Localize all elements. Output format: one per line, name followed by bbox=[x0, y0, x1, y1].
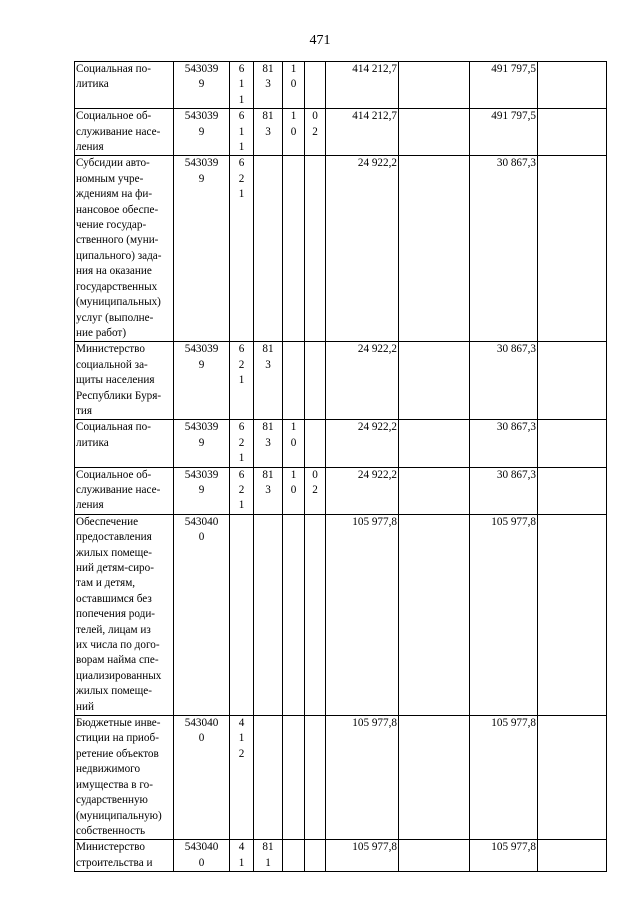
table-row bbox=[75, 467, 607, 514]
cell-empty-2 bbox=[538, 109, 607, 156]
cell-amount-2: 30 867,3 bbox=[470, 342, 538, 420]
cell-amount-1: 24 922,2 bbox=[326, 342, 399, 420]
cell-empty-1 bbox=[399, 467, 470, 514]
cell-section bbox=[283, 514, 305, 715]
cell-expense-type: 4 1 2 bbox=[230, 716, 254, 840]
table-row bbox=[75, 514, 607, 715]
cell-name: Социальная по- литика bbox=[75, 62, 174, 109]
cell-department bbox=[254, 156, 283, 342]
cell-target-code: 543040 0 bbox=[174, 514, 230, 715]
table-row bbox=[75, 420, 607, 467]
cell-amount-2: 30 867,3 bbox=[470, 156, 538, 342]
cell-name: Социальная по- литика bbox=[75, 420, 174, 467]
cell-empty-1 bbox=[399, 109, 470, 156]
cell-section: 1 0 bbox=[283, 109, 305, 156]
cell-section: 1 0 bbox=[283, 420, 305, 467]
cell-name: Социальное об- служивание насе- ления bbox=[75, 109, 174, 156]
cell-target-code: 543039 9 bbox=[174, 420, 230, 467]
cell-department bbox=[254, 514, 283, 715]
cell-expense-type bbox=[230, 514, 254, 715]
cell-expense-type: 6 2 1 bbox=[230, 156, 254, 342]
cell-amount-2: 491 797,5 bbox=[470, 62, 538, 109]
cell-empty-1 bbox=[399, 514, 470, 715]
cell-amount-1: 24 922,2 bbox=[326, 420, 399, 467]
cell-department: 81 3 bbox=[254, 62, 283, 109]
cell-subsection bbox=[305, 420, 326, 467]
cell-amount-2: 30 867,3 bbox=[470, 467, 538, 514]
cell-section bbox=[283, 156, 305, 342]
cell-empty-1 bbox=[399, 342, 470, 420]
cell-amount-2: 105 977,8 bbox=[470, 716, 538, 840]
cell-expense-type: 6 2 1 bbox=[230, 420, 254, 467]
cell-empty-1 bbox=[399, 420, 470, 467]
cell-name: Обеспечение предоставления жилых помеще- ний детям-сиро- там и детям, оставшимся без попечения роди- телей, лицам из их числа по дого- ворам найма спе- циализированных жилых помеще- ний bbox=[75, 514, 174, 715]
cell-section bbox=[283, 342, 305, 420]
cell-amount-1: 24 922,2 bbox=[326, 467, 399, 514]
cell-name: Бюджетные инве- стиции на приоб- ретение объектов недвижимого имущества в го- сударственную (муниципальную) собственность bbox=[75, 716, 174, 840]
cell-department: 81 3 bbox=[254, 420, 283, 467]
table-body bbox=[75, 62, 607, 872]
cell-department bbox=[254, 716, 283, 840]
cell-amount-1: 105 977,8 bbox=[326, 716, 399, 840]
cell-empty-2 bbox=[538, 62, 607, 109]
cell-empty-1 bbox=[399, 840, 470, 872]
cell-amount-2: 105 977,8 bbox=[470, 840, 538, 872]
cell-name: Министерство строительства и bbox=[75, 840, 174, 872]
cell-subsection: 0 2 bbox=[305, 467, 326, 514]
cell-subsection bbox=[305, 840, 326, 872]
page-number: 471 bbox=[309, 33, 331, 48]
cell-section: 1 0 bbox=[283, 62, 305, 109]
cell-subsection bbox=[305, 514, 326, 715]
cell-subsection: 0 2 bbox=[305, 109, 326, 156]
cell-subsection bbox=[305, 342, 326, 420]
cell-empty-2 bbox=[538, 840, 607, 872]
cell-expense-type: 6 2 1 bbox=[230, 467, 254, 514]
cell-empty-2 bbox=[538, 156, 607, 342]
cell-amount-2: 491 797,5 bbox=[470, 109, 538, 156]
cell-subsection bbox=[305, 62, 326, 109]
cell-section: 1 0 bbox=[283, 467, 305, 514]
cell-expense-type: 4 1 bbox=[230, 840, 254, 872]
cell-expense-type: 6 1 1 bbox=[230, 109, 254, 156]
cell-expense-type: 6 2 1 bbox=[230, 342, 254, 420]
cell-department: 81 3 bbox=[254, 109, 283, 156]
cell-amount-1: 414 212,7 bbox=[326, 109, 399, 156]
cell-subsection bbox=[305, 156, 326, 342]
cell-empty-2 bbox=[538, 467, 607, 514]
cell-name: Министерство социальной за- щиты населения Республики Буря- тия bbox=[75, 342, 174, 420]
table-row bbox=[75, 716, 607, 840]
cell-target-code: 543039 9 bbox=[174, 156, 230, 342]
cell-department: 81 1 bbox=[254, 840, 283, 872]
cell-target-code: 543039 9 bbox=[174, 467, 230, 514]
cell-amount-1: 414 212,7 bbox=[326, 62, 399, 109]
cell-empty-1 bbox=[399, 62, 470, 109]
cell-target-code: 543039 9 bbox=[174, 62, 230, 109]
budget-table bbox=[74, 61, 607, 872]
cell-empty-2 bbox=[538, 514, 607, 715]
table-row bbox=[75, 156, 607, 342]
cell-target-code: 543039 9 bbox=[174, 109, 230, 156]
cell-section bbox=[283, 716, 305, 840]
cell-amount-2: 105 977,8 bbox=[470, 514, 538, 715]
cell-department: 81 3 bbox=[254, 467, 283, 514]
table-row bbox=[75, 62, 607, 109]
cell-target-code: 543040 0 bbox=[174, 840, 230, 872]
cell-amount-2: 30 867,3 bbox=[470, 420, 538, 467]
cell-amount-1: 105 977,8 bbox=[326, 840, 399, 872]
cell-amount-1: 24 922,2 bbox=[326, 156, 399, 342]
cell-empty-2 bbox=[538, 342, 607, 420]
cell-expense-type: 6 1 1 bbox=[230, 62, 254, 109]
table-row bbox=[75, 342, 607, 420]
cell-empty-1 bbox=[399, 716, 470, 840]
cell-amount-1: 105 977,8 bbox=[326, 514, 399, 715]
cell-name: Субсидии авто- номным учре- ждениям на фи- нансовое обеспе- чение государ- ственного (муни- ципального) зада- ния на оказание государственных (муниципальных) услуг (выполне- ние работ) bbox=[75, 156, 174, 342]
table-row bbox=[75, 840, 607, 872]
cell-empty-2 bbox=[538, 420, 607, 467]
cell-subsection bbox=[305, 716, 326, 840]
table-row bbox=[75, 109, 607, 156]
cell-target-code: 543039 9 bbox=[174, 342, 230, 420]
cell-name: Социальное об- служивание насе- ления bbox=[75, 467, 174, 514]
cell-department: 81 3 bbox=[254, 342, 283, 420]
cell-empty-2 bbox=[538, 716, 607, 840]
cell-section bbox=[283, 840, 305, 872]
cell-empty-1 bbox=[399, 156, 470, 342]
cell-target-code: 543040 0 bbox=[174, 716, 230, 840]
